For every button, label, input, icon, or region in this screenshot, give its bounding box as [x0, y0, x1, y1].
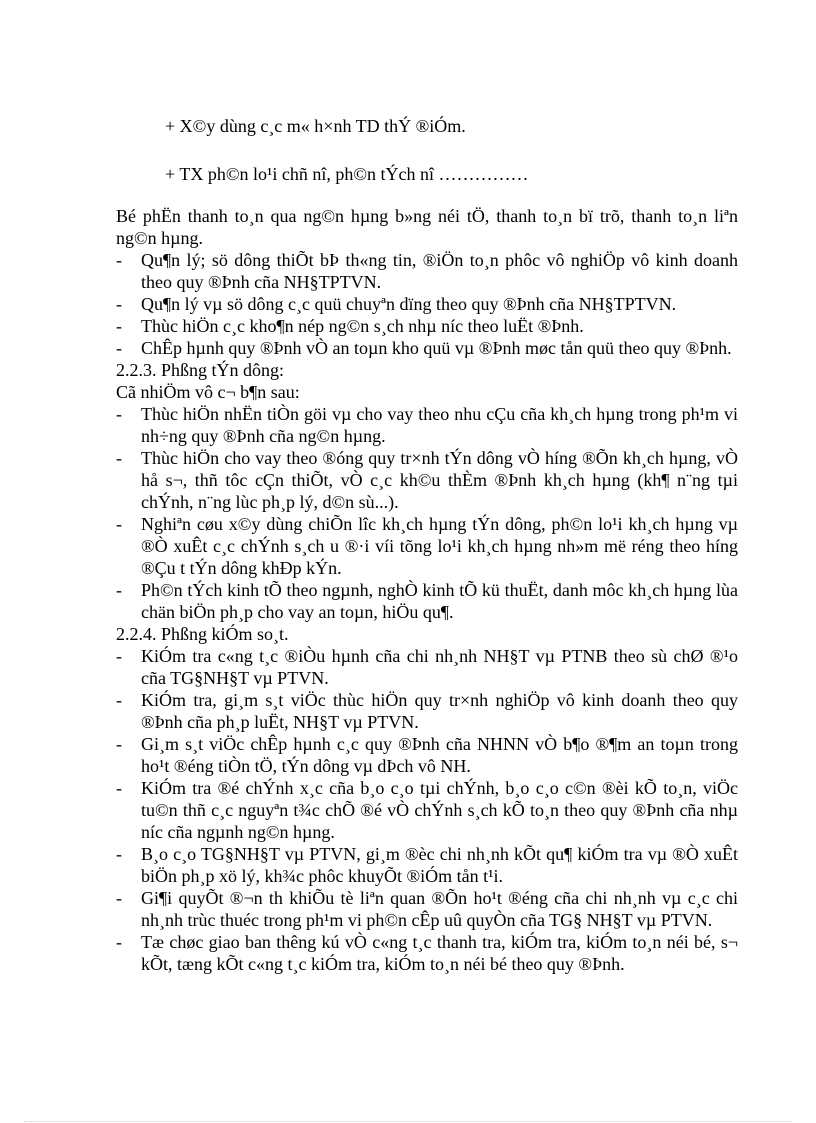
list-item: - ChÊp hµnh quy ®Þnh vÒ an toµn kho quü vµ ®Þnh møc tån quü theo quy ®Þnh. [116, 338, 732, 358]
list-item: - Qu¶n lý vµ sö dông c¸c quü chuyªn dïng theo quy ®Þnh cña NH§TPTVN. [116, 294, 677, 314]
dash-marker: - [116, 932, 122, 952]
bullet-line-models: + X©y dùng c¸c m« h×nh TD thÝ ®iÓm. [165, 116, 466, 136]
list-item: - Gi¶i quyÕt ®¬n th khiÕu tè liªn quan ®Õn ho¹t ®éng cña chi nh¸nh vµ c¸c chi nh¸nh trùc thuéc trong ph¹m vi ph©n cÊp uû quyÒn cña TG§ NH§T vµ PTVN. [116, 888, 738, 930]
page-bottom-divider [24, 1121, 792, 1122]
dash-marker: - [116, 250, 122, 270]
dash-marker: - [116, 294, 122, 314]
list-item: - Thùc hiÖn nhËn tiÒn göi vµ cho vay theo nhu cÇu cña kh¸ch hµng trong ph¹m vi nh÷ng quy ®Þnh cña ng©n hµng. [116, 404, 738, 446]
credit-intro: Cã nhiÖm vô c¬ b¶n sau: [116, 382, 300, 402]
dash-marker: - [116, 690, 122, 710]
document-body [116, 205, 738, 975]
dash-marker: - [116, 338, 122, 358]
dash-marker: - [116, 316, 122, 336]
dash-marker: - [116, 646, 122, 666]
list-item: - KiÓm tra, gi¸m s¸t viÖc thùc hiÖn quy tr×nh nghiÖp vô kinh doanh theo quy ®Þnh cña ph¸p luËt, NH§T vµ PTVN. [116, 690, 738, 732]
credit-duties-list [116, 403, 738, 623]
list-item: - Thùc hiÖn cho vay theo ®óng quy tr×nh tÝn dông vÒ híng ®Õn kh¸ch hµng, vÒ hå s¬, thñ tôc cÇn thiÕt, vÒ c¸c kh©u thÈm ®Þnh kh¸ch hµng (kh¶ n¨ng tµi chÝnh, n¨ng lùc ph¸p lý, d©n sù...). [116, 448, 738, 512]
dash-marker: - [116, 448, 122, 468]
list-item: - Thùc hiÖn c¸c kho¶n nép ng©n s¸ch nhµ níc theo luËt ®Þnh. [116, 316, 584, 336]
list-item: - Qu¶n lý; sö dông thiÕt bÞ th«ng tin, ®iÖn to¸n phôc vô nghiÖp vô kinh doanh theo quy ®Þnh cña NH§TPTVN. [116, 250, 738, 292]
dash-marker: - [116, 844, 122, 864]
dash-marker: - [116, 580, 122, 600]
section-heading-credit: 2.2.3. Phßng tÝn dông: [116, 360, 285, 380]
list-item: - KiÓm tra ®é chÝnh x¸c cña b¸o c¸o tµi chÝnh, b¸o c¸o c©n ®èi kÕ to¸n, viÖc tu©n thñ c¸c nguyªn t¾c chÕ ®é vÒ chÝnh s¸ch kÕ to¸n theo quy ®Þnh cña nhµ níc cña ngµnh ng©n hµng. [116, 778, 738, 842]
payment-duties-list [116, 249, 738, 359]
dash-marker: - [116, 404, 122, 424]
control-duties-list [116, 645, 738, 975]
dash-marker: - [116, 734, 122, 754]
list-item: - Ph©n tÝch kinh tÕ theo ngµnh, nghÒ kinh tÕ kü thuËt, danh môc kh¸ch hµng lùa chän biÖn ph¸p cho vay an toµn, hiÖu qu¶. [116, 580, 738, 622]
dash-marker: - [116, 514, 122, 534]
bullet-line-debt-analysis: + TX ph©n lo¹i chñ nî, ph©n tÝch nî …………… [165, 164, 529, 184]
list-item: - Nghiªn cøu x©y dùng chiÕn lîc kh¸ch hµng tÝn dông, ph©n lo¹i kh¸ch hµng vµ ®Ò xuÊt c¸c chÝnh s¸ch u ®·i víi tõng lo¹i kh¸ch hµng nh»m më réng theo híng ®Çu t tÝn dông khÐp kÝn. [116, 514, 738, 578]
dash-marker: - [116, 888, 122, 908]
dash-marker: - [116, 778, 122, 798]
list-item: - Tæ chøc giao ban thêng kú vÒ c«ng t¸c thanh tra, kiÓm tra, kiÓm to¸n néi bé, s¬ kÕt, tæng kÕt c«ng t¸c kiÓm tra, kiÓm to¸n néi bé theo quy ®Þnh. [116, 932, 738, 974]
list-item: - KiÓm tra c«ng t¸c ®iÒu hµnh cña chi nh¸nh NH§T vµ PTNB theo sù chØ ®¹o cña TG§NH§T vµ PTVN. [116, 646, 738, 688]
list-item: - Gi¸m s¸t viÖc chÊp hµnh c¸c quy ®Þnh cña NHNN vÒ b¶o ®¶m an toµn trong ho¹t ®éng tiÒn tÖ, tÝn dông vµ dÞch vô NH. [116, 734, 738, 776]
list-item: - B¸o c¸o TG§NH§T vµ PTVN, gi¸m ®èc chi nh¸nh kÕt qu¶ kiÓm tra vµ ®Ò xuÊt biÖn ph¸p xö lý, kh¾c phôc khuyÕt ®iÓm tån t¹i. [116, 844, 738, 886]
section-heading-control: 2.2.4. Phßng kiÓm so¸t. [116, 624, 289, 644]
intro-paragraph: Bé phËn thanh to¸n qua ng©n hµng b»ng néi tÖ, thanh to¸n bï trõ, thanh to¸n liªn ng©n hµng. [116, 206, 738, 248]
